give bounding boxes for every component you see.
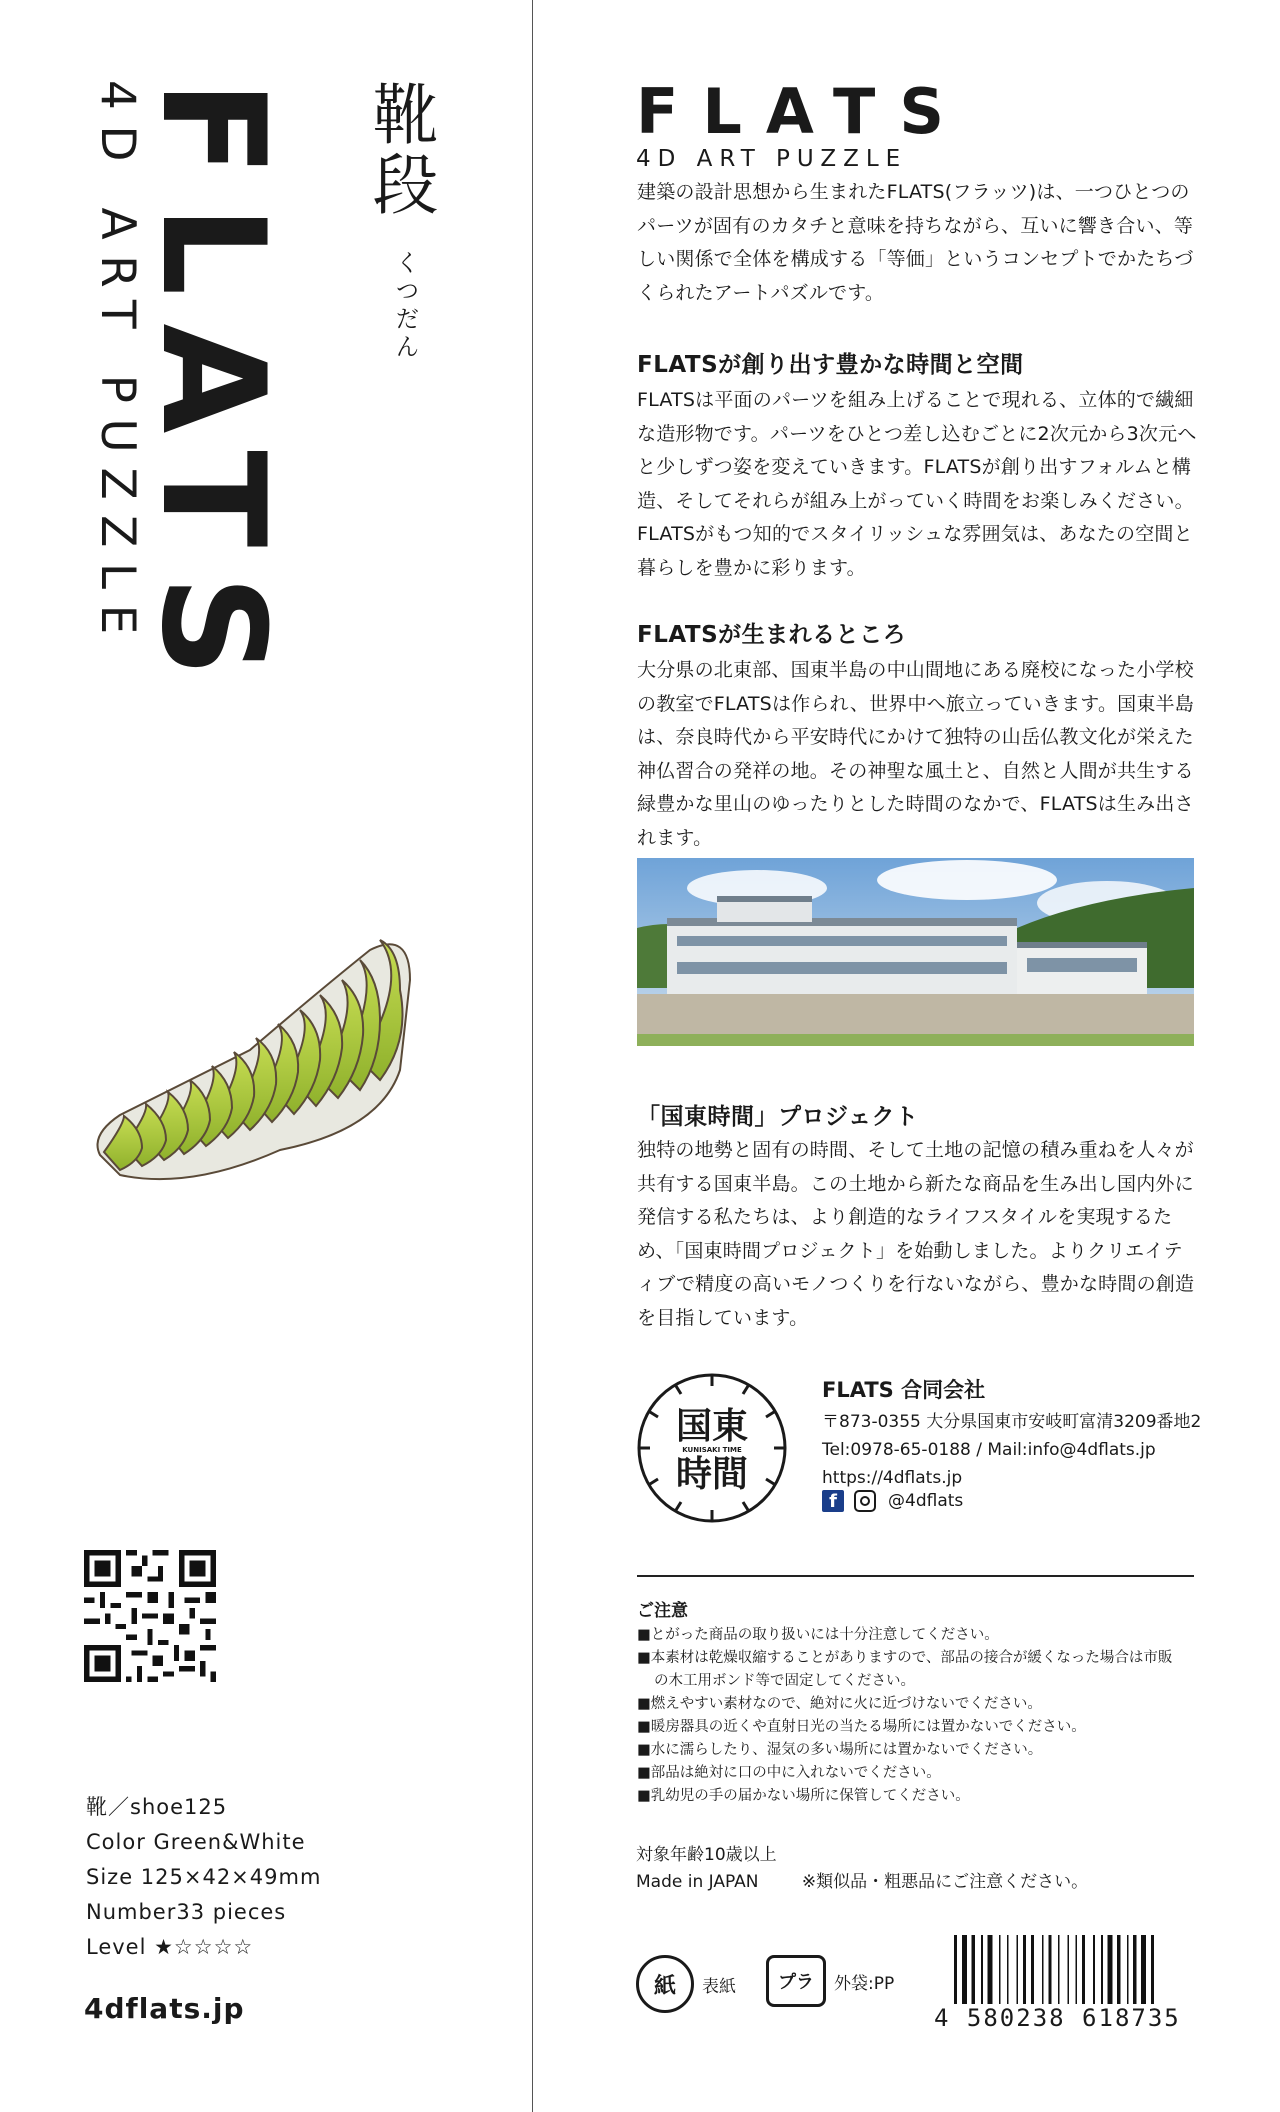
paper-recycle-label: 表紙 <box>702 1976 736 1997</box>
brand-vertical-svg <box>130 80 295 800</box>
clock-logo-roman: KUNISAKI TIME <box>682 1446 742 1454</box>
notice-item: ■燃えやすい素材なので、絶対に火に近づけないでください。 <box>637 1696 1042 1712</box>
made-in: Made in JAPAN <box>636 1872 759 1892</box>
notice-item: の木工用ボンド等で固定してください。 <box>654 1673 915 1689</box>
notice-item: ■本素材は乾燥収縮することがありますので、部品の接合が緩くなった場合は市販 <box>637 1650 1173 1666</box>
section2-heading: FLATSが生まれるところ <box>637 622 907 648</box>
product-specs <box>86 1790 321 1965</box>
barcode-bar <box>1101 1935 1103 2013</box>
qr-code[interactable] <box>84 1550 216 1682</box>
barcode-bar <box>954 1935 957 2013</box>
barcode-bar <box>1068 1935 1070 2013</box>
barcode-bar <box>1016 1935 1018 2013</box>
title-kana: くつだん <box>391 250 419 362</box>
brand-vertical <box>130 80 295 800</box>
imitation-warning: ※類似品・粗悪品にご注意ください。 <box>801 1872 1089 1892</box>
barcode-bar <box>988 1935 993 2013</box>
target-age: 対象年齢10歳以上 <box>636 1845 777 1865</box>
notice-item: ■部品は絶対に口の中に入れないでください。 <box>637 1765 941 1781</box>
logo-word: FLATS <box>636 75 968 148</box>
clock-logo-line2: 時間 <box>675 1454 749 1495</box>
title-kanji: 靴段 <box>361 80 438 220</box>
section3-heading: 「国東時間」プロジェクト <box>637 1104 919 1130</box>
section1-body: FLATSは平面のパーツを組み上げることで現れる、立体的で繊細な造形物です。パーツをひとつ差し込むごとに2次元から3次元へと少しずつ姿を変えていきます。FLATSが創り出すフォルムと構造、そしてそれらが組み上がっていく時間をお楽しみください。FLATSがもつ知的でスタイリッシュな雰囲気は、あなたの空間と暮らしを豊かに彩ります。 <box>637 389 1197 579</box>
barcode-bar <box>1058 1935 1060 2013</box>
barcode-bar <box>981 1935 983 2013</box>
barcode-bar <box>1117 1935 1120 2013</box>
barcode-bar <box>1127 1935 1129 2013</box>
instagram-icon[interactable] <box>854 1490 876 1512</box>
section3-body: 独特の地勢と固有の時間、そして土地の記憶の積み重ねを人々が共有する国東半島。この土地から新たな商品を生み出し国内外に発信する私たちは、より創造的なライフスタイルを実現するため、「国東時間プロジェクト」を始動しました。よりクリエイティブで精度の高いモノつくりを行ないながら、豊かな時間の創造を目指しています。 <box>637 1139 1195 1329</box>
barcode-bar <box>1048 1935 1051 2013</box>
section1-heading: FLATSが創り出す豊かな時間と空間 <box>637 352 1024 378</box>
notice-list <box>637 1624 1197 1808</box>
company-tel-mail[interactable]: Tel:0978-65-0188 / Mail:info@4dflats.jp <box>822 1440 1156 1460</box>
barcode-bar <box>1076 1935 1078 2013</box>
social-handle[interactable]: @4dflats <box>888 1491 964 1511</box>
left-panel <box>0 0 532 2112</box>
site-link[interactable]: 4dflats.jp <box>84 1992 245 2025</box>
company-url[interactable]: https://4dflats.jp <box>822 1468 963 1488</box>
facebook-icon[interactable]: f <box>822 1490 844 1512</box>
barcode-bar <box>1133 1935 1136 2013</box>
barcode-bar <box>1108 1935 1113 2013</box>
kunisaki-time-logo <box>636 1372 788 1524</box>
plastic-recycle <box>766 1955 894 2007</box>
clock-logo-svg <box>636 1372 788 1524</box>
barcode-bar <box>1141 1935 1146 2013</box>
age-and-origin <box>636 1842 1088 1896</box>
shoe-puzzle-image <box>80 920 460 1240</box>
notice-title: ご注意 <box>637 1601 688 1621</box>
barcode-bar <box>1151 1935 1154 2013</box>
barcode-bar <box>1042 1935 1044 2013</box>
notice-item: ■とがった商品の取り扱いには十分注意してください。 <box>637 1627 999 1643</box>
company-name: FLATS 合同会社 <box>822 1378 986 1402</box>
notice-item: ■乳幼児の手の届かない場所に保管してください。 <box>637 1788 970 1804</box>
notice-divider <box>637 1575 1194 1577</box>
plastic-recycle-icon: プラ <box>766 1955 826 2007</box>
barcode-bar <box>962 1935 967 2013</box>
barcode-bar <box>1031 1935 1034 2013</box>
section2-body: 大分県の北東部、国東半島の中山間地にある廃校になった小学校の教室でFLATSは作られ、世界中へ旅立っていきます。国東半島は、奈良時代から平安時代にかけて独特の山岳仏教文化が栄えた神仏習合の発祥の地。その神聖な風土と、自然と人間が共生する緑豊かな里山のゆったりとした時間のなかで、FLATSは生み出されます。 <box>637 659 1194 849</box>
barcode-bar <box>1093 1935 1095 2013</box>
barcode-bar <box>1023 1935 1026 2013</box>
flats-logo <box>636 75 968 172</box>
subtitle-vertical-text: 4D ART PUZZLE <box>90 80 145 650</box>
company-contact <box>822 1408 1201 1492</box>
spec-model: 靴／shoe125 <box>86 1795 228 1819</box>
spec-level: Level ★☆☆☆☆ <box>86 1935 254 1959</box>
social-links <box>822 1490 963 1512</box>
barcode-bar <box>1007 1935 1009 2013</box>
plastic-recycle-label: 外袋:PP <box>834 1973 895 1994</box>
notice-item: ■水に濡らしたり、湿気の多い場所には置かないでください。 <box>637 1742 1043 1758</box>
barcode-bar <box>972 1935 975 2013</box>
paper-recycle-icon: 紙 <box>636 1955 694 2013</box>
origin-line <box>636 1869 1088 1896</box>
paper-recycle <box>636 1955 736 2013</box>
intro-text: 建築の設計思想から生まれたFLATS(フラッツ)は、一つひとつのパーツが固有のカタチと意味を持ちながら、互いに響き合い、等しい関係で全体を構成する「等価」というコンセプトでかたちづくられたアートパズルです。 <box>637 181 1194 304</box>
barcode-bar <box>999 1935 1001 2013</box>
spec-color: Color Green&White <box>86 1830 306 1854</box>
barcode-number: 4 580238 618735 <box>934 2004 1181 2032</box>
spec-size: Size 125×42×49mm <box>86 1865 322 1889</box>
notice-item: ■暖房器具の近くや直射日光の当たる場所には置かないでください。 <box>637 1719 1086 1735</box>
spec-number: Number33 pieces <box>86 1900 287 1924</box>
school-building-photo <box>637 858 1194 1046</box>
clock-logo-line1: 国東 <box>675 1406 749 1447</box>
barcode-bar <box>1082 1935 1085 2013</box>
logo-sub: 4D ART PUZZLE <box>636 146 908 172</box>
company-address: 〒873-0355 大分県国東市安岐町富清3209番地2 <box>822 1412 1202 1432</box>
brand-vertical-text: FLATS <box>130 80 295 706</box>
